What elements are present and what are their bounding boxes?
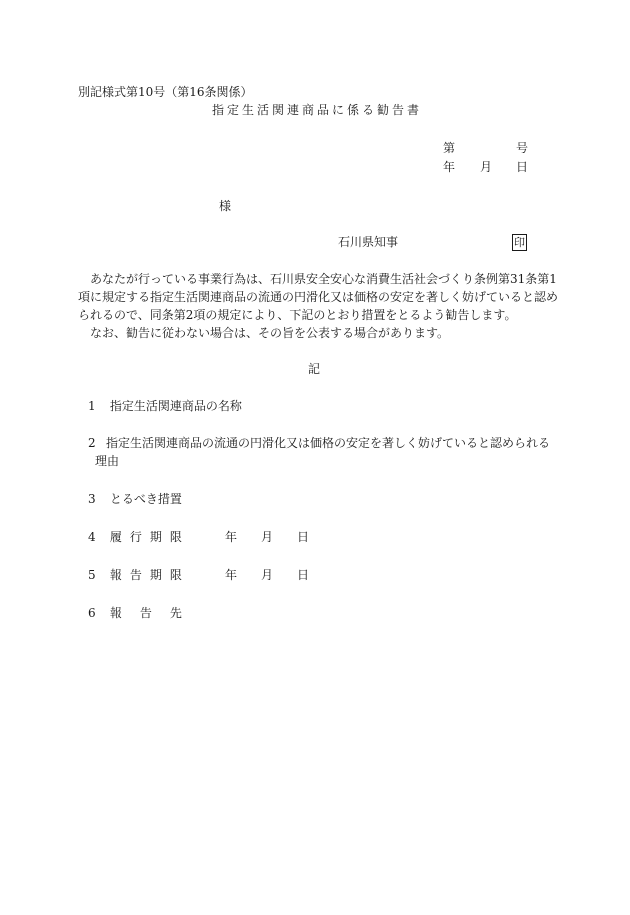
item-number: 1 bbox=[88, 399, 96, 413]
body-paragraph-1: あなたが行っている事業行為は、石川県安全安心な消費生活社会づくり条例第31条第1項に規定する指定生活関連商品の流通の円滑化又は価格の安定を著しく妨げていると認められるので、同条第2項の規定により、下記のとおり措置をとるよう勧告します。 bbox=[78, 272, 559, 322]
date-year-label: 年 bbox=[225, 530, 238, 544]
list-item-4 bbox=[88, 530, 310, 546]
item-label: 報告期限 bbox=[109, 568, 190, 582]
item-label: 報告先 bbox=[109, 606, 200, 620]
date-year-label: 年 bbox=[225, 568, 238, 582]
ki-heading: 記 bbox=[308, 362, 321, 376]
item-label-line2: 理由 bbox=[95, 454, 120, 468]
number-suffix: 号 bbox=[516, 141, 529, 155]
date-day-label: 日 bbox=[297, 568, 310, 582]
body-text bbox=[78, 270, 558, 342]
item-label: 指定生活関連商品の名称 bbox=[109, 399, 242, 413]
item-number: 2 bbox=[88, 436, 96, 450]
form-number: 別記様式第10号（第16条関係） bbox=[78, 85, 253, 99]
list-item-6 bbox=[88, 606, 200, 622]
body-paragraph-2: なお、勧告に従わない場合は、その旨を公表する場合があります。 bbox=[90, 326, 450, 340]
list-item-3 bbox=[88, 492, 182, 508]
item-label-line1: 指定生活関連商品の流通の円滑化又は価格の安定を著しく妨げていると認められる bbox=[106, 436, 551, 450]
item-label: とるべき措置 bbox=[109, 492, 182, 506]
date-day-label: 日 bbox=[516, 160, 529, 174]
document-title: 指定生活関連商品に係る勧告書 bbox=[212, 103, 423, 117]
date-day-label: 日 bbox=[297, 530, 310, 544]
list-item-2 bbox=[88, 434, 558, 470]
date-year-label: 年 bbox=[443, 160, 456, 174]
item-number: 3 bbox=[88, 492, 96, 506]
item-number: 6 bbox=[88, 606, 96, 620]
list-item-1 bbox=[88, 399, 242, 415]
seal-stamp: 印 bbox=[514, 236, 525, 249]
sender-name: 石川県知事 bbox=[338, 235, 399, 249]
recipient-honorific: 様 bbox=[219, 199, 232, 213]
date-month-label: 月 bbox=[261, 568, 274, 582]
list-item-5 bbox=[88, 568, 310, 584]
number-prefix: 第 bbox=[443, 141, 456, 155]
date-month-label: 月 bbox=[480, 160, 493, 174]
item-number: 4 bbox=[88, 530, 96, 544]
item-number: 5 bbox=[88, 568, 96, 582]
date-month-label: 月 bbox=[261, 530, 274, 544]
item-label: 履行期限 bbox=[109, 530, 190, 544]
deadline-date bbox=[225, 530, 333, 546]
report-deadline-date bbox=[225, 568, 333, 584]
